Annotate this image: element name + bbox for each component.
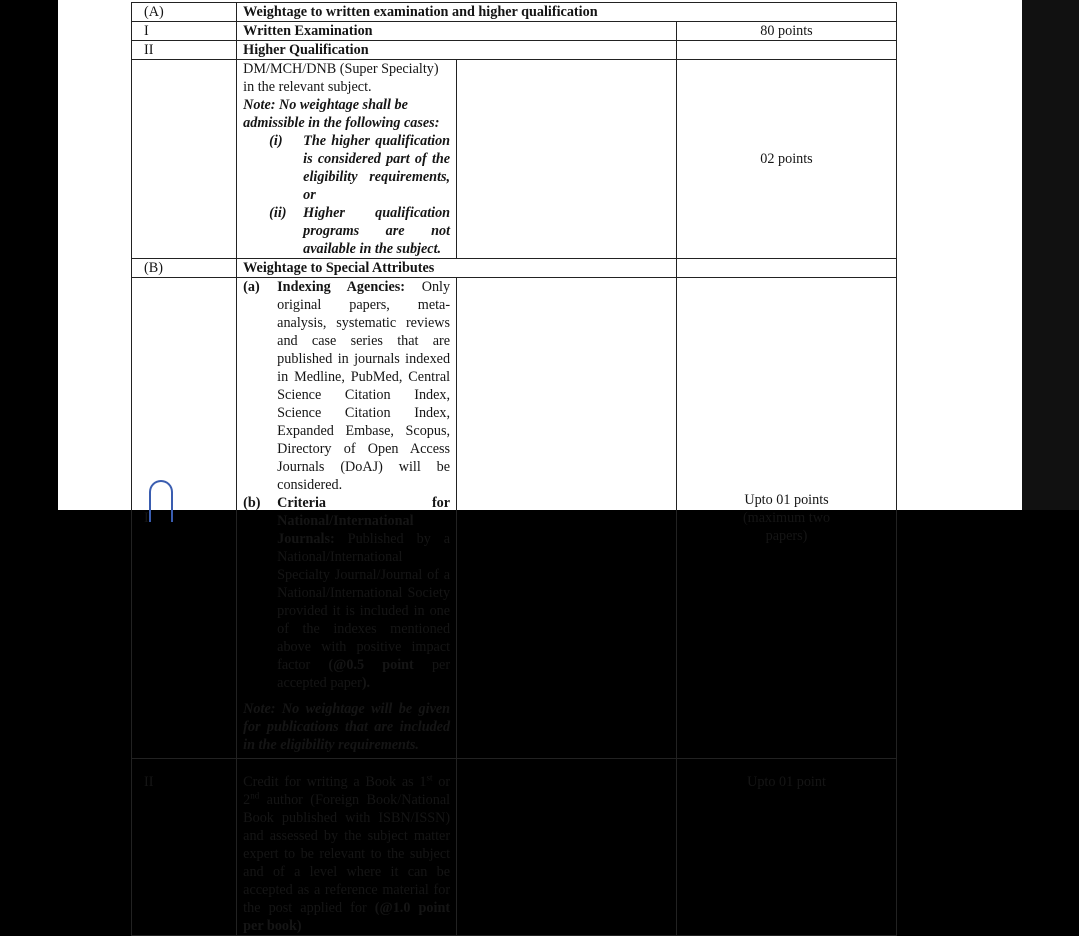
section-code: (B)	[132, 259, 237, 278]
row-points: Upto 01 point	[677, 759, 897, 936]
table-row	[132, 278, 897, 759]
row-number: I	[132, 278, 237, 759]
right-margin	[1022, 0, 1079, 510]
list-item: (i) The higher qualification is considered part of the eligibility requirements, or	[269, 133, 451, 203]
row-number: II	[132, 759, 237, 936]
higher-qualification-details	[237, 60, 457, 259]
criterion-a: (a) Indexing Agencies: Only original papers, meta-analysis, systematic reviews and case series that are published in journals indexed in Medline, PubMed, Central Science Citation Index, Science Citation Index, Expanded Embase, Scopus, Directory of Open Access Journals (DoAJ) will be considered.	[243, 279, 451, 493]
row-number: I	[132, 22, 237, 41]
pen-mark	[149, 480, 173, 522]
special-attributes-details	[237, 278, 457, 759]
book-credit-details: Credit for writing a Book as 1st or 2nd author (Foreign Book/National Book published with ISBN/ISSN) and assessed by the subject matter expert to be relevant to the subject and of a level where it can be accepted as a reference material for the post applied for (@1.0 point per book)	[237, 759, 457, 936]
section-code: (A)	[132, 3, 237, 22]
row-title: Higher Qualification	[237, 41, 677, 60]
publications-note: Note: No weightage will be given for publications that are included in the eligibility requirements.	[243, 701, 451, 753]
note-lead: Note: No weightage shall be admissible in the following cases:	[243, 97, 440, 131]
table-row	[132, 259, 897, 278]
table-row	[132, 22, 897, 41]
row-points: 02 points	[677, 60, 897, 259]
list-item: (ii) Higher qualification programs are not available in the subject.	[269, 205, 451, 257]
row-number: II	[132, 41, 237, 60]
table-row	[132, 41, 897, 60]
criterion-b: (b) Criteria for National/International Journals: Published by a National/International Specialty Journal/Journal of a National/International Society provided it is included in one of the indexes mentioned above with positive impact factor (@0.5 point per accepted paper).	[243, 495, 451, 691]
row-points: 80 points	[677, 22, 897, 41]
section-title: Weightage to Special Attributes	[237, 259, 677, 278]
row-points: Upto 01 points (maximum two papers)	[677, 278, 897, 759]
left-margin	[0, 0, 58, 510]
weightage-table	[131, 2, 897, 936]
row-title: Written Examination	[237, 22, 677, 41]
table-row	[132, 759, 897, 936]
note-list	[269, 132, 450, 258]
section-title: Weightage to written examination and higher qualification	[237, 3, 897, 22]
table-row	[132, 3, 897, 22]
hq-text: DM/MCH/DNB (Super Specialty) in the relevant subject.	[243, 61, 439, 95]
table-row	[132, 60, 897, 259]
